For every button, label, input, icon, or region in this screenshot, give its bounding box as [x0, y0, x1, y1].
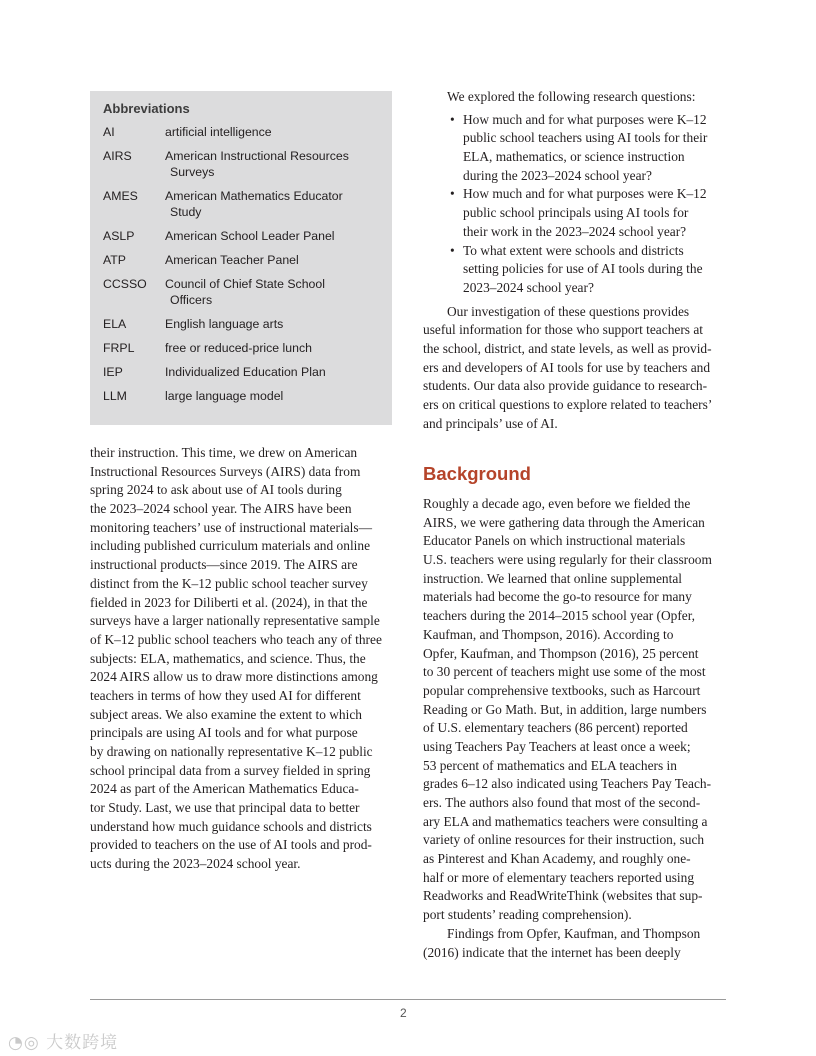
text-line: their work in the 2023–2024 school year? — [463, 223, 687, 239]
abbreviation-row — [103, 252, 379, 268]
abbreviation-row — [103, 228, 379, 244]
text-line: instruction. We learned that online supplemental — [423, 570, 682, 586]
definition-line: Individualized Education Plan — [165, 365, 326, 379]
text-line: port students’ reading comprehension). — [423, 907, 632, 923]
definition-line: artificial intelligence — [165, 125, 272, 139]
abbreviation-term: AI — [103, 125, 115, 139]
abbreviation-definition — [165, 316, 379, 332]
text-line: useful information for those who support teachers at — [423, 322, 704, 338]
abbreviation-term: IEP — [103, 365, 123, 379]
abbreviation-row — [103, 148, 379, 180]
research-questions-section — [423, 88, 712, 433]
text-line: 2024 as part of the American Mathematics Educa- — [90, 781, 359, 797]
text-line: Educator Panels on which instructional materials — [423, 533, 686, 549]
text-line: Our investigation of these questions provides — [447, 303, 690, 319]
text-line: provided to teachers on the use of AI tools and prod- — [90, 837, 372, 853]
definition-line: Surveys — [170, 165, 215, 179]
background-heading: Background — [423, 463, 531, 484]
text-line: distinct from the K–12 public school teacher survey — [90, 575, 368, 591]
abbreviation-term: FRPL — [103, 341, 135, 355]
watermark-logo: ◔◎ 大数跨境 — [8, 1033, 119, 1053]
definition-line: American Instructional Resources — [165, 149, 349, 163]
text-line: of K–12 public school teachers who teach any of three — [90, 631, 382, 647]
text-line: Kaufman, and Thompson, 2016). According to — [423, 626, 674, 642]
text-line: U.S. teachers were using regularly for their classroom — [423, 552, 712, 568]
text-line: including published curriculum materials and online — [90, 538, 371, 554]
text-line: the school, district, and state levels, as well as provid- — [423, 340, 712, 356]
text-line: public school principals using AI tools for — [463, 205, 689, 221]
abbreviation-definition — [165, 340, 379, 356]
text-line: popular comprehensive textbooks, such as Harcourt — [423, 682, 701, 698]
text-line: and principals’ use of AI. — [423, 415, 558, 431]
text-line: during the 2023–2024 school year? — [463, 167, 652, 183]
abbreviation-definition — [165, 188, 379, 220]
text-line: ary ELA and mathematics teachers were consulting a — [423, 813, 708, 829]
abbreviation-term: LLM — [103, 389, 127, 403]
text-line: surveys have a larger nationally representative sample — [90, 613, 380, 629]
abbreviations-list — [103, 124, 379, 404]
text-line: 53 percent of mathematics and ELA teachers in — [423, 757, 677, 773]
text-line: grades 6–12 also indicated using Teachers Pay Teach- — [423, 776, 712, 792]
abbreviation-row — [103, 276, 379, 308]
abbreviation-term: CCSSO — [103, 277, 147, 291]
text-line: variety of online resources for their instruction, such — [423, 832, 705, 848]
text-line: of U.S. elementary teachers (86 percent) reported — [423, 720, 688, 736]
abbreviation-row — [103, 316, 379, 332]
text-line: school principal data from a survey fielded in spring — [90, 762, 371, 778]
definition-line: American School Leader Panel — [165, 229, 335, 243]
text-line: (2016) indicate that the internet has been deeply — [423, 944, 681, 960]
text-line: Instructional Resources Surveys (AIRS) data from — [90, 463, 361, 479]
definition-line: English language arts — [165, 317, 284, 331]
definition-line: Study — [170, 205, 202, 219]
text-line: tor Study. Last, we use that principal data to better — [90, 800, 360, 816]
text-line: spring 2024 to ask about use of AI tools during — [90, 482, 342, 498]
abbreviation-row — [103, 340, 379, 356]
definition-line: Officers — [170, 293, 213, 307]
abbreviation-definition — [165, 148, 379, 180]
abbreviation-term: ASLP — [103, 229, 135, 243]
text-line: students. Our data also provide guidance to research- — [423, 378, 708, 394]
text-line: ers and developers of AI tools for use by teachers and — [423, 359, 711, 375]
text-line: Findings from Opfer, Kaufman, and Thompson — [447, 925, 701, 941]
bullet-icon: • — [450, 242, 455, 258]
research-question-item — [423, 242, 712, 298]
text-line: subjects: ELA, mathematics, and science. Thus, the — [90, 650, 366, 666]
abbreviation-definition — [165, 124, 379, 140]
text-line: by drawing on nationally representative K–12 public — [90, 744, 373, 759]
text-line: ers. The authors also found that most of the second- — [423, 795, 701, 810]
text-line: teachers in terms of how they used AI for different — [90, 687, 361, 703]
abbreviation-definition — [165, 228, 379, 244]
text-line: ucts during the 2023–2024 school year. — [90, 856, 301, 872]
text-line: materials had become the go-to resource for many — [423, 589, 692, 605]
text-line: AIRS, we were gathering data through the American — [423, 514, 705, 530]
text-line: How much and for what purposes were K–12 — [463, 111, 707, 127]
text-line: using Teachers Pay Teachers at least once a week; — [423, 738, 691, 754]
abbreviation-row — [103, 188, 379, 220]
text-line: Reading or Go Math. But, in addition, large numbers — [423, 701, 707, 717]
text-line: Roughly a decade ago, even before we fielded the — [423, 496, 691, 511]
text-line: subject areas. We also examine the extent to which — [90, 706, 362, 722]
text-line: public school teachers using AI tools for their — [463, 130, 708, 146]
abbreviation-term: ATP — [103, 253, 127, 267]
text-line: ers on critical questions to explore related to teachers’ — [423, 397, 713, 412]
text-line: principals are using AI tools and for what purpose — [90, 725, 358, 741]
text-line: as Pinterest and Khan Academy, and roughly one- — [423, 851, 691, 867]
definition-line: free or reduced-price lunch — [165, 341, 312, 355]
abbreviation-definition — [165, 276, 379, 308]
footer-rule — [90, 999, 726, 1000]
text-line: to 30 percent of teachers might use some of the most — [423, 664, 706, 680]
definition-line: American Mathematics Educator — [165, 189, 343, 203]
bullet-icon: • — [450, 111, 455, 127]
intro-line: We explored the following research questions: — [447, 89, 696, 104]
text-line: 2024 AIRS allow us to draw more distinctions among — [90, 669, 378, 685]
text-line: 2023–2024 school year? — [463, 279, 594, 295]
text-line: ELA, mathematics, or science instruction — [463, 149, 685, 165]
research-question-item — [423, 185, 712, 241]
abbreviation-row — [103, 388, 379, 404]
text-line: monitoring teachers’ use of instructional materials— — [90, 519, 372, 535]
definition-line: large language model — [165, 389, 284, 403]
page-number: 2 — [400, 1006, 407, 1020]
abbreviation-row — [103, 364, 379, 380]
abbreviations-title: Abbreviations — [103, 101, 190, 116]
text-line: instructional products—since 2019. The AIRS are — [90, 557, 358, 573]
abbreviation-row — [103, 124, 379, 140]
abbreviation-term: ELA — [103, 317, 127, 331]
text-line: the 2023–2024 school year. The AIRS have been — [90, 501, 352, 517]
abbreviation-definition — [165, 252, 379, 268]
text-line: understand how much guidance schools and districts — [90, 818, 372, 834]
abbreviation-term: AMES — [103, 189, 138, 203]
text-line: Readworks and ReadWriteThink (websites that sup- — [423, 888, 703, 904]
text-line: half or more of elementary teachers reported using — [423, 869, 695, 885]
text-line: Opfer, Kaufman, and Thompson (2016), 25 percent — [423, 645, 699, 661]
background-text — [423, 495, 712, 962]
text-line: To what extent were schools and districts — [463, 242, 684, 258]
text-line: fielded in 2023 for Diliberti et al. (2024), in that the — [90, 594, 368, 610]
abbreviations-box — [90, 91, 392, 425]
text-line: teachers during the 2014–2015 school year (Opfer, — [423, 608, 696, 624]
abbreviation-term: AIRS — [103, 149, 132, 163]
definition-line: American Teacher Panel — [165, 253, 299, 267]
definition-line: Council of Chief State School — [165, 277, 325, 291]
abbreviation-definition — [165, 364, 379, 380]
text-line: their instruction. This time, we drew on American — [90, 445, 358, 460]
text-line: How much and for what purposes were K–12 — [463, 186, 707, 202]
text-line: setting policies for use of AI tools during the — [463, 261, 703, 277]
research-question-item — [423, 111, 712, 186]
left-column-text — [90, 444, 382, 874]
abbreviation-definition — [165, 388, 379, 404]
bullet-icon: • — [450, 186, 455, 202]
